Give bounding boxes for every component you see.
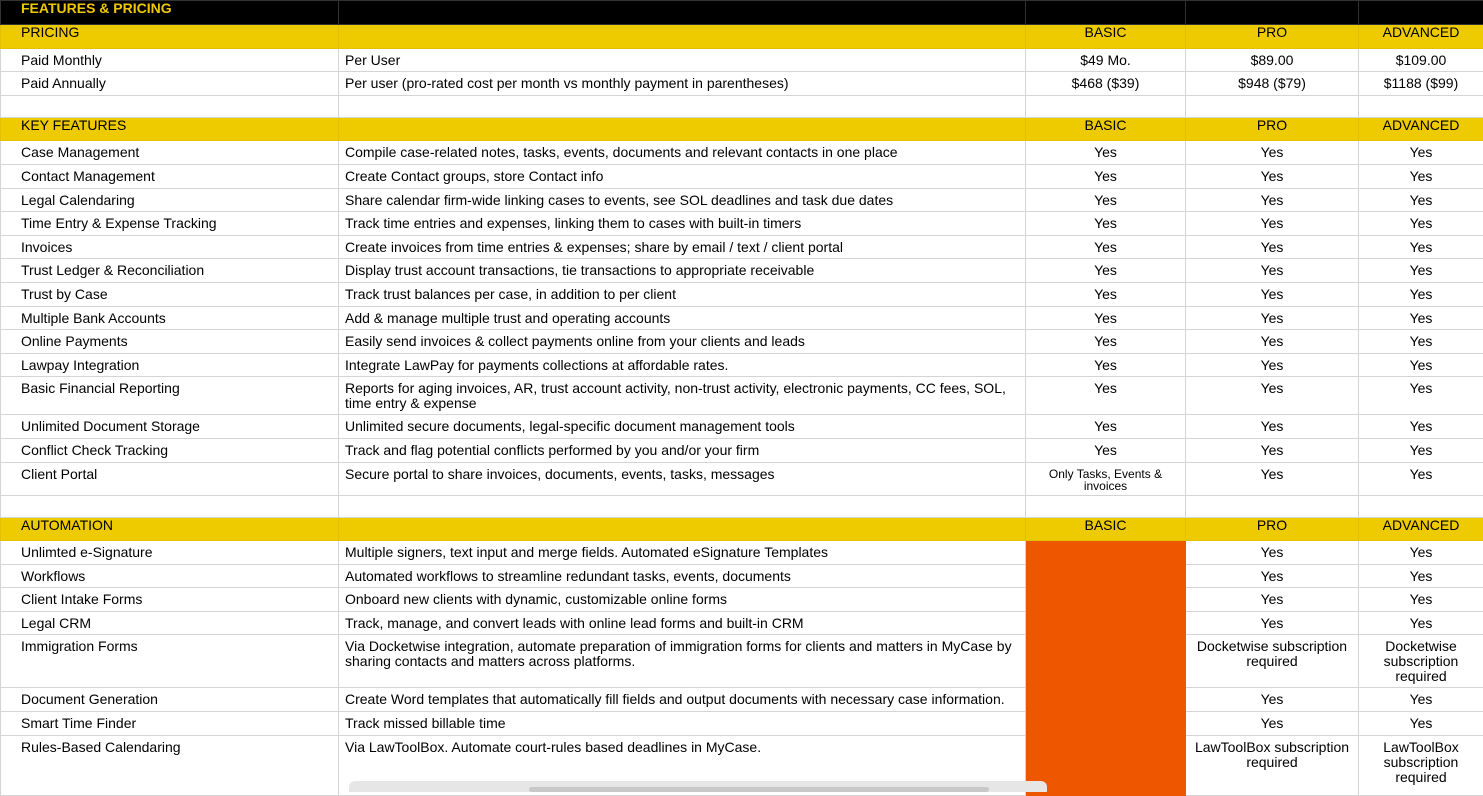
- pro-value: Yes: [1186, 306, 1359, 330]
- basic-value: Yes: [1026, 377, 1186, 415]
- advanced-value: $109.00: [1359, 48, 1483, 72]
- tier-header: BASIC: [1026, 517, 1186, 541]
- feature-name: Invoices: [1, 235, 339, 259]
- feature-row: [1, 415, 1483, 439]
- advanced-value: Yes: [1359, 415, 1483, 439]
- basic-unavailable: [1026, 688, 1186, 712]
- advanced-value: Yes: [1359, 235, 1483, 259]
- section-header-key-features: [1, 117, 1483, 141]
- pro-value: Yes: [1186, 259, 1359, 283]
- basic-value: Yes: [1026, 141, 1186, 165]
- pro-value: LawToolBox subscription required: [1186, 735, 1359, 795]
- advanced-value: Yes: [1359, 438, 1483, 462]
- feature-description: Unlimited secure documents, legal-specific document management tools: [339, 415, 1026, 439]
- basic-value: Yes: [1026, 188, 1186, 212]
- feature-description: Compile case-related notes, tasks, events, documents and relevant contacts in one place: [339, 141, 1026, 165]
- feature-row: [1, 564, 1483, 588]
- advanced-value: Yes: [1359, 541, 1483, 565]
- tier-header: PRO: [1186, 117, 1359, 141]
- advanced-value: Yes: [1359, 588, 1483, 612]
- feature-description: Create Contact groups, store Contact info: [339, 164, 1026, 188]
- feature-name: Client Intake Forms: [1, 588, 339, 612]
- advanced-value: Yes: [1359, 306, 1483, 330]
- section-header-automation: [1, 517, 1483, 541]
- feature-row: [1, 212, 1483, 236]
- advanced-value: LawToolBox subscription required: [1359, 735, 1483, 795]
- feature-description: Track trust balances per case, in addition to per client: [339, 282, 1026, 306]
- tier-header: ADVANCED: [1359, 25, 1483, 49]
- basic-value: $49 Mo.: [1026, 48, 1186, 72]
- feature-name: Workflows: [1, 564, 339, 588]
- feature-description: Create invoices from time entries & expenses; share by email / text / client portal: [339, 235, 1026, 259]
- feature-row: [1, 188, 1483, 212]
- pro-value: Yes: [1186, 588, 1359, 612]
- feature-row: [1, 611, 1483, 635]
- advanced-value: Yes: [1359, 688, 1483, 712]
- feature-name: Case Management: [1, 141, 339, 165]
- feature-name: Multiple Bank Accounts: [1, 306, 339, 330]
- pro-value: Yes: [1186, 188, 1359, 212]
- section-header-pricing: [1, 25, 1483, 49]
- feature-description: Automated workflows to streamline redundant tasks, events, documents: [339, 564, 1026, 588]
- advanced-value: Yes: [1359, 377, 1483, 415]
- pro-value: $948 ($79): [1186, 72, 1359, 96]
- title-row: [1, 1, 1483, 25]
- advanced-value: Yes: [1359, 462, 1483, 495]
- feature-description: Via LawToolBox. Automate court-rules based deadlines in MyCase.: [339, 735, 1026, 795]
- feature-row: [1, 282, 1483, 306]
- advanced-value: Yes: [1359, 353, 1483, 377]
- advanced-value: Yes: [1359, 259, 1483, 283]
- advanced-value: Yes: [1359, 330, 1483, 354]
- scrollbar-thumb[interactable]: [529, 787, 989, 792]
- feature-row: [1, 164, 1483, 188]
- section-title: AUTOMATION: [1, 517, 339, 541]
- feature-row: [1, 635, 1483, 688]
- advanced-value: Docketwise subscription required: [1359, 635, 1483, 688]
- feature-description: Track, manage, and convert leads with online lead forms and built-in CRM: [339, 611, 1026, 635]
- section-title: KEY FEATURES: [1, 117, 339, 141]
- pro-value: Yes: [1186, 141, 1359, 165]
- tier-header: BASIC: [1026, 117, 1186, 141]
- pro-value: Yes: [1186, 611, 1359, 635]
- feature-name: Client Portal: [1, 462, 339, 495]
- feature-row: [1, 377, 1483, 415]
- basic-value: Only Tasks, Events & invoices: [1026, 462, 1186, 495]
- basic-value: Yes: [1026, 415, 1186, 439]
- feature-description: Display trust account transactions, tie transactions to appropriate receivable: [339, 259, 1026, 283]
- feature-name: Trust by Case: [1, 282, 339, 306]
- basic-value: Yes: [1026, 353, 1186, 377]
- pro-value: Yes: [1186, 438, 1359, 462]
- basic-value: Yes: [1026, 282, 1186, 306]
- feature-name: Basic Financial Reporting: [1, 377, 339, 415]
- feature-row: [1, 353, 1483, 377]
- basic-unavailable: [1026, 735, 1186, 795]
- feature-row: [1, 462, 1483, 495]
- pro-value: Yes: [1186, 212, 1359, 236]
- feature-description: Track time entries and expenses, linking them to cases with built-in timers: [339, 212, 1026, 236]
- feature-row: [1, 235, 1483, 259]
- advanced-value: Yes: [1359, 564, 1483, 588]
- basic-value: $468 ($39): [1026, 72, 1186, 96]
- feature-row: [1, 259, 1483, 283]
- feature-description: Reports for aging invoices, AR, trust account activity, non-trust activity, electronic payments, CC fees, SOL, time entry & expense: [339, 377, 1026, 415]
- pro-value: Yes: [1186, 688, 1359, 712]
- pro-value: Docketwise subscription required: [1186, 635, 1359, 688]
- feature-description: Secure portal to share invoices, documents, events, tasks, messages: [339, 462, 1026, 495]
- feature-description: Onboard new clients with dynamic, customizable online forms: [339, 588, 1026, 612]
- basic-unavailable: [1026, 588, 1186, 612]
- pro-value: Yes: [1186, 541, 1359, 565]
- advanced-value: Yes: [1359, 188, 1483, 212]
- advanced-value: Yes: [1359, 212, 1483, 236]
- feature-row: [1, 588, 1483, 612]
- feature-name: Legal Calendaring: [1, 188, 339, 212]
- tier-header: PRO: [1186, 517, 1359, 541]
- basic-unavailable: [1026, 712, 1186, 736]
- feature-description: Per User: [339, 48, 1026, 72]
- feature-name: Online Payments: [1, 330, 339, 354]
- pro-value: Yes: [1186, 353, 1359, 377]
- basic-value: Yes: [1026, 330, 1186, 354]
- feature-description: Integrate LawPay for payments collections at affordable rates.: [339, 353, 1026, 377]
- basic-value: Yes: [1026, 164, 1186, 188]
- pro-value: Yes: [1186, 415, 1359, 439]
- feature-description: Create Word templates that automatically fill fields and output documents with necessary case information.: [339, 688, 1026, 712]
- feature-row: [1, 541, 1483, 565]
- feature-row: [1, 306, 1483, 330]
- basic-value: Yes: [1026, 259, 1186, 283]
- basic-unavailable: [1026, 541, 1186, 565]
- basic-value: Yes: [1026, 438, 1186, 462]
- feature-row: [1, 48, 1483, 72]
- spacer-row: [1, 95, 1483, 117]
- advanced-value: Yes: [1359, 611, 1483, 635]
- feature-description: Add & manage multiple trust and operating accounts: [339, 306, 1026, 330]
- tier-header: PRO: [1186, 25, 1359, 49]
- feature-name: Legal CRM: [1, 611, 339, 635]
- feature-name: Paid Monthly: [1, 48, 339, 72]
- feature-name: Smart Time Finder: [1, 712, 339, 736]
- pro-value: Yes: [1186, 712, 1359, 736]
- feature-name: Paid Annually: [1, 72, 339, 96]
- pro-value: Yes: [1186, 235, 1359, 259]
- basic-value: Yes: [1026, 235, 1186, 259]
- feature-description: Per user (pro-rated cost per month vs monthly payment in parentheses): [339, 72, 1026, 96]
- pro-value: Yes: [1186, 377, 1359, 415]
- pro-value: Yes: [1186, 564, 1359, 588]
- feature-description: Track missed billable time: [339, 712, 1026, 736]
- feature-description: Multiple signers, text input and merge fields. Automated eSignature Templates: [339, 541, 1026, 565]
- feature-name: Lawpay Integration: [1, 353, 339, 377]
- feature-name: Time Entry & Expense Tracking: [1, 212, 339, 236]
- feature-description: Share calendar firm-wide linking cases to events, see SOL deadlines and task due dates: [339, 188, 1026, 212]
- feature-name: Immigration Forms: [1, 635, 339, 688]
- feature-name: Document Generation: [1, 688, 339, 712]
- pro-value: $89.00: [1186, 48, 1359, 72]
- feature-row: [1, 141, 1483, 165]
- feature-name: Conflict Check Tracking: [1, 438, 339, 462]
- feature-name: Unlimted e-Signature: [1, 541, 339, 565]
- tier-header: BASIC: [1026, 25, 1186, 49]
- feature-description: Via Docketwise integration, automate preparation of immigration forms for clients and matters in MyCase by sharing contacts and matters across platforms.: [339, 635, 1026, 688]
- feature-name: Unlimited Document Storage: [1, 415, 339, 439]
- feature-row: [1, 712, 1483, 736]
- feature-row: [1, 72, 1483, 96]
- page-title: FEATURES & PRICING: [1, 1, 339, 25]
- advanced-value: $1188 ($99): [1359, 72, 1483, 96]
- pro-value: Yes: [1186, 330, 1359, 354]
- feature-row: [1, 438, 1483, 462]
- advanced-value: Yes: [1359, 141, 1483, 165]
- feature-name: Rules-Based Calendaring: [1, 735, 339, 795]
- pro-value: Yes: [1186, 282, 1359, 306]
- spacer-row: [1, 495, 1483, 517]
- advanced-value: Yes: [1359, 164, 1483, 188]
- basic-value: Yes: [1026, 306, 1186, 330]
- feature-name: Contact Management: [1, 164, 339, 188]
- basic-unavailable: [1026, 635, 1186, 688]
- feature-description: Track and flag potential conflicts performed by you and/or your firm: [339, 438, 1026, 462]
- basic-unavailable: [1026, 611, 1186, 635]
- advanced-value: Yes: [1359, 712, 1483, 736]
- basic-unavailable: [1026, 564, 1186, 588]
- basic-value: Yes: [1026, 212, 1186, 236]
- feature-row: [1, 330, 1483, 354]
- feature-name: Trust Ledger & Reconciliation: [1, 259, 339, 283]
- pro-value: Yes: [1186, 164, 1359, 188]
- pro-value: Yes: [1186, 462, 1359, 495]
- tier-header: ADVANCED: [1359, 117, 1483, 141]
- advanced-value: Yes: [1359, 282, 1483, 306]
- feature-description: Easily send invoices & collect payments online from your clients and leads: [339, 330, 1026, 354]
- feature-row: [1, 688, 1483, 712]
- tier-header: ADVANCED: [1359, 517, 1483, 541]
- section-title: PRICING: [1, 25, 339, 49]
